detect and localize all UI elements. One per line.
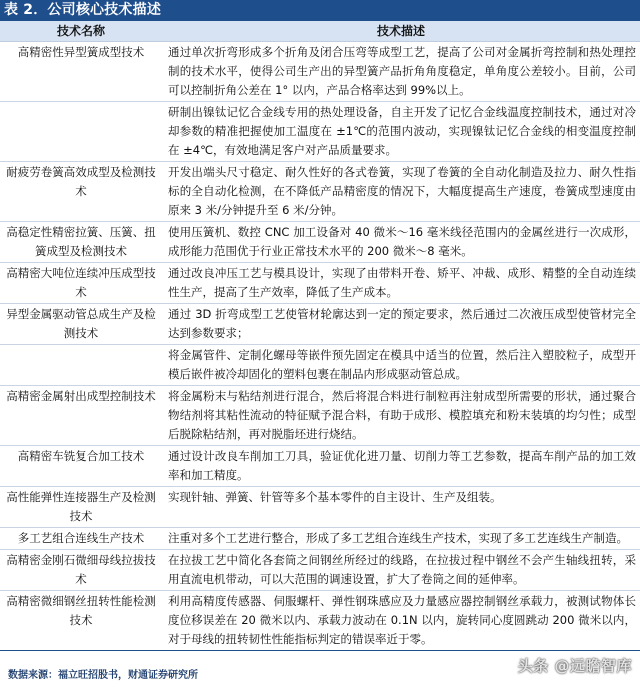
tech-name: 高精密大吨位连续冲压成型技术	[0, 263, 162, 304]
table-row	[0, 386, 640, 446]
tech-desc: 开发出端头尺寸稳定、耐久性好的各式卷簧，实现了卷簧的全自动化制造及拉力、耐久性指标的全自动化检测，在不降低产品精密度的情况下，大幅度提高生产速度，卷簧成型速度由原来 3 米/分钟提升至 6 米/分钟。	[162, 162, 640, 222]
source-note: 数据来源：福立旺招股书，财通证券研究所	[8, 670, 198, 681]
watermark-logo: 头条 @远瞻智库	[517, 657, 632, 675]
tech-name: 多工艺组合连线生产技术	[0, 528, 162, 550]
tech-desc: 通过 3D 折弯成型工艺使管材轮廓达到一定的预定要求，然后通过二次液压成型使管材完全达到参数要求；	[162, 304, 640, 345]
table-row	[0, 591, 640, 651]
table-row	[0, 42, 640, 102]
tech-table	[0, 21, 640, 651]
header-tech-desc: 技术描述	[162, 21, 640, 42]
table-row	[0, 345, 640, 386]
tech-desc: 通过单次折弯形成多个折角及闭合压弯等成型工艺，提高了公司对金属折弯控制和热处理控制的技术水平，使得公司生产出的异型簧产品折角角度稳定，单角度公差较小。目前，公司可以控制折角公差在 1° 以内，产品合格率达到 99%以上。	[162, 42, 640, 102]
tech-desc: 注重对多个工艺进行整合，形成了多工艺组合连线生产技术，实现了多工艺连线生产制造。	[162, 528, 640, 550]
table-row	[0, 446, 640, 487]
table-header-row	[0, 21, 640, 42]
table-row	[0, 487, 640, 528]
tech-name: 高稳定性精密拉簧、压簧、扭簧成型及检测技术	[0, 222, 162, 263]
tech-desc: 在拉拔工艺中简化各套筒之间钢丝所经过的线路，在拉拔过程中钢丝不会产生轴线扭转，采用直流电机带动，可以大范围的调速设置，扩大了卷筒之间的延伸率。	[162, 550, 640, 591]
tech-desc: 将金属粉末与粘结剂进行混合，然后将混合料进行制粒再注射成型所需要的形状，通过聚合物结剂将其粘性流动的特征赋予混合料，有助于成形、模腔填充和粉末装填的均匀性；成型后脱除粘结剂，再对脱脂坯进行烧结。	[162, 386, 640, 446]
table-row	[0, 102, 640, 162]
tech-desc: 使用压簧机、数控 CNC 加工设备对 40 微米～16 毫米线径范围内的金属丝进行一次成形，成形能力范围优于行业正常技术水平的 200 微米～8 毫米。	[162, 222, 640, 263]
table-row	[0, 550, 640, 591]
tech-name: 高精密车铣复合加工技术	[0, 446, 162, 487]
tech-desc: 通过设计改良车削加工刀具，验证优化进刀量、切削力等工艺参数，提高车削产品的加工效率和加工精度。	[162, 446, 640, 487]
table-row	[0, 162, 640, 222]
tech-name: 高性能弹性连接器生产及检测技术	[0, 487, 162, 528]
tech-name: 高精密金属射出成型控制技术	[0, 386, 162, 446]
tech-name	[0, 102, 162, 162]
table-row	[0, 304, 640, 345]
tech-name: 高精密微细钢丝扭转性能检测技术	[0, 591, 162, 651]
tech-desc: 研制出镍钛记忆合金线专用的热处理设备，自主开发了记忆合金线温度控制技术，通过对冷却参数的精准把握使加工温度在 ±1℃的范围内波动，实现镍钛记忆合金线的相变温度控制在 ±4℃，有效地满足客户对产品质量要求。	[162, 102, 640, 162]
table-title: 表 2．公司核心技术描述	[0, 0, 640, 21]
tech-name: 高精密金刚石微细母线拉拔技术	[0, 550, 162, 591]
tech-desc: 利用高精度传感器、伺服螺杆、弹性钢珠感应及力量感应器控制钢丝承载力，被测试物体长度位移误差在 20 微米以内、承载力波动在 0.1N 以内，旋转同心度圆跳动 200 微米以内，对于母线的扭转韧性性能指标判定的错误率近于零。	[162, 591, 640, 651]
table-row	[0, 263, 640, 304]
header-tech-name: 技术名称	[0, 21, 162, 42]
tech-desc: 将金属管件、定制化螺母等嵌件预先固定在模具中适当的位置，然后注入塑胶粒子，成型开模后嵌件被冷却固化的塑料包裹在制品内形成驱动管总成。	[162, 345, 640, 386]
tech-name: 异型金属驱动管总成生产及检测技术	[0, 304, 162, 345]
tech-name: 耐疲劳卷簧高效成型及检测技术	[0, 162, 162, 222]
tech-name	[0, 345, 162, 386]
tech-desc: 通过改良冲压工艺与模具设计，实现了由带料开卷、矫平、冲裁、成形、精整的全自动连续性生产，提高了生产效率，降低了生产成本。	[162, 263, 640, 304]
tech-name: 高精密性异型簧成型技术	[0, 42, 162, 102]
table-row	[0, 528, 640, 550]
tech-desc: 实现针轴、弹簧、针管等多个基本零件的自主设计、生产及组装。	[162, 487, 640, 528]
table-row	[0, 222, 640, 263]
